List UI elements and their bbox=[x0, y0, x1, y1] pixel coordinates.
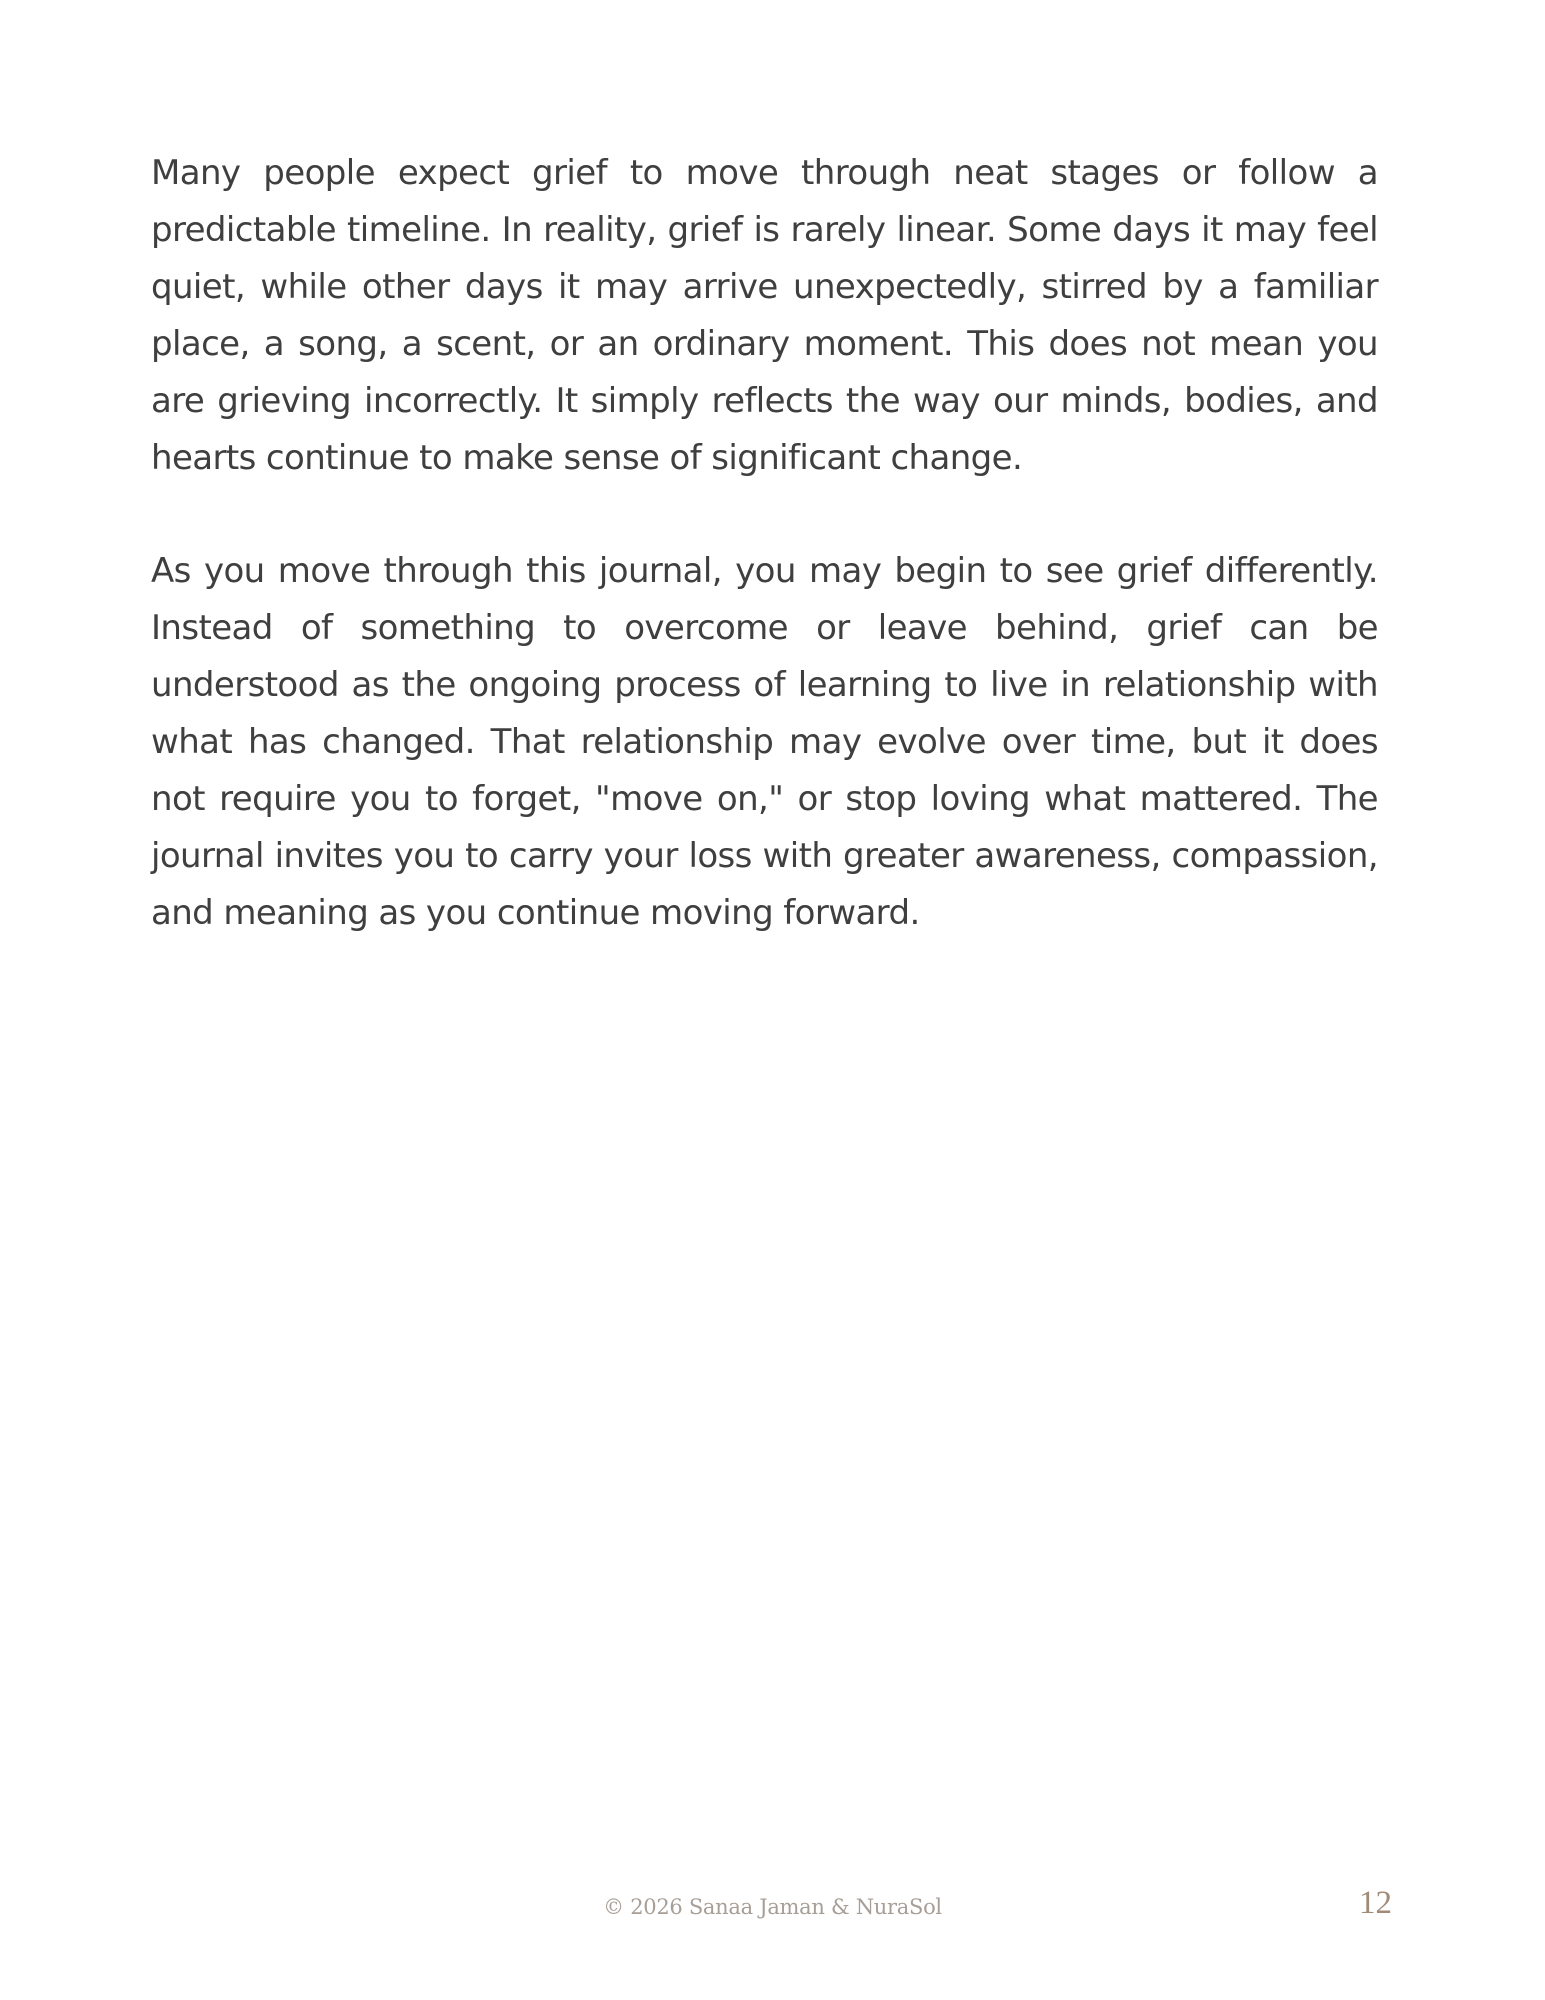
body-text bbox=[151, 145, 1378, 998]
footer-copyright: © 2026 Sanaa Jaman & NuraSol bbox=[603, 1895, 942, 1919]
page-number: 12 bbox=[1359, 1885, 1392, 1921]
paragraph-1: Many people expect grief to move through neat stages or follow a predictable timeline. In reality, grief is rarely linear. Some days it may feel quiet, while other days it may arrive unexpectedly, stirred by a familiar place, a song, a scent, or an ordinary moment. This does not mean you are grieving incorrectly. It simply reflects the way our minds, bodies, and hearts continue to make sense of significant change. bbox=[151, 153, 1378, 478]
paragraph-2: As you move through this journal, you may begin to see grief differently. Instead of something to overcome or leave behind, grief can be understood as the ongoing process of learning to live in relationship with what has changed. That relationship may evolve over time, but it does not require you to forget, "move on," or stop loving what mattered. The journal invites you to carry your loss with greater awareness, compassion, and meaning as you continue moving forward. bbox=[151, 551, 1378, 933]
